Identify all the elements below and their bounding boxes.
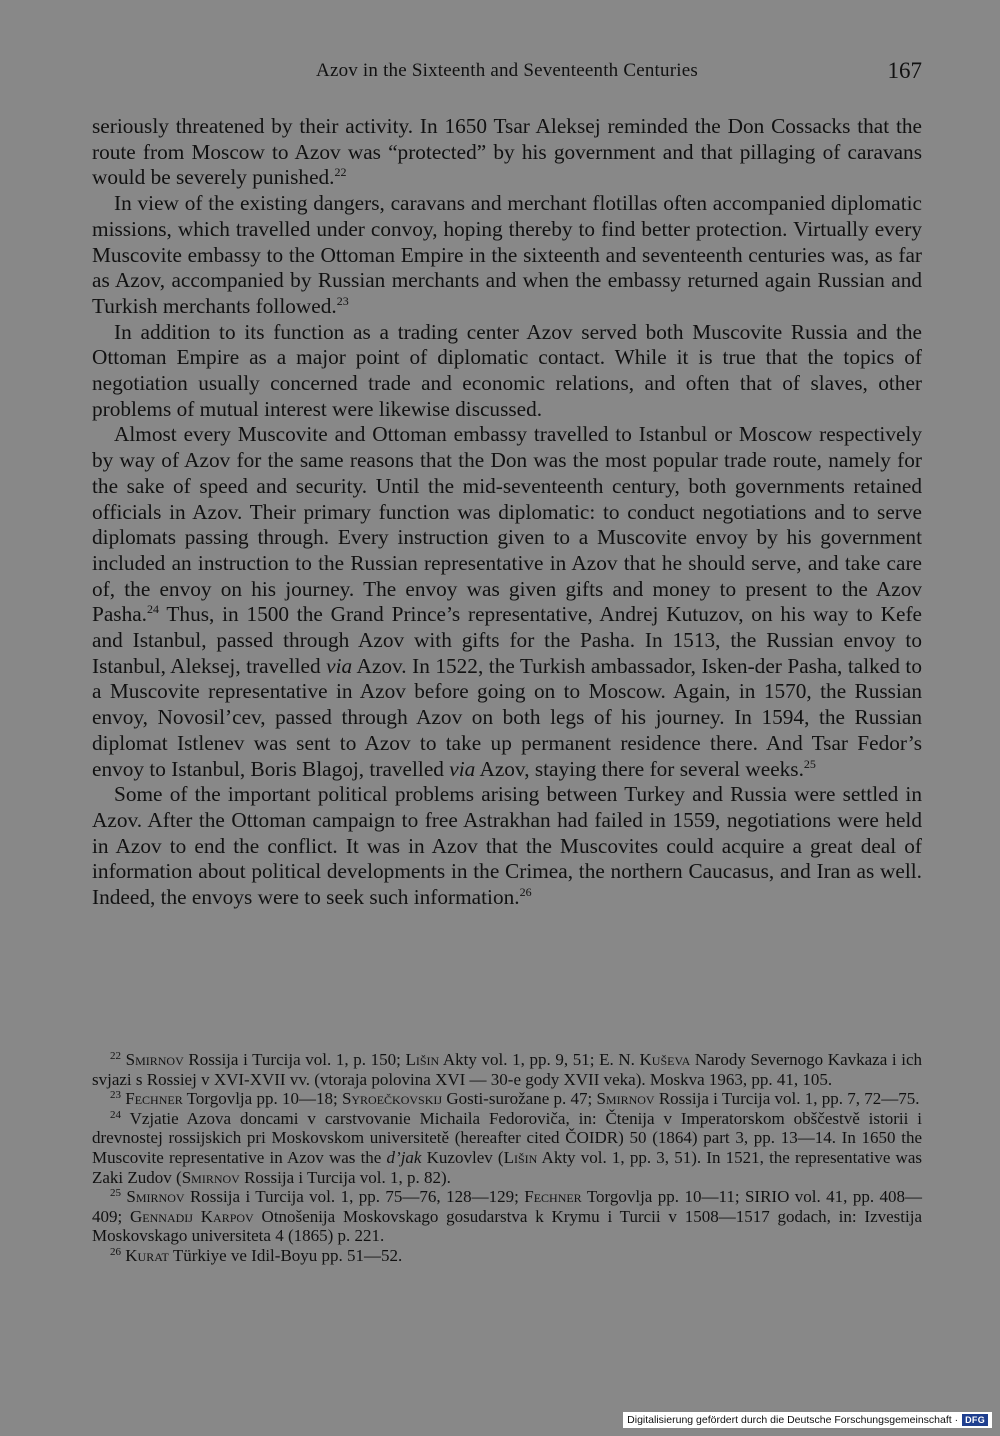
footnote-22 (92, 1050, 922, 1089)
paragraph-2 (92, 191, 922, 320)
paragraph-1-text: seriously threatened by their activity. In 1650 Tsar Aleksej reminded the Don Cossacks that the route from Moscow to Azov was “protected” by his government and that pillaging of caravans would be severely punished. (92, 114, 922, 190)
paragraph-2-text: In view of the existing dangers, caravans and merchant flotillas often accompanied diplomatic missions, which travelled under convoy, hoping thereby to find better protection. Virtually every Muscovite embassy to the Ottoman Empire in the sixteenth and seventeenth centuries was, as far as Azov, accompanied by Russian merchants and when the embassy returned again Russian and Turkish merchants followed. (92, 191, 922, 318)
footnote-26 (92, 1246, 922, 1266)
note-ref-23[interactable]: 23 (336, 293, 349, 308)
paragraph-4 (92, 422, 922, 782)
page-number: 167 (887, 58, 922, 83)
paragraph-4-text-a: Almost every Muscovite and Ottoman embassy travelled to Istanbul or Moscow respectively by way of Azov for the same reasons that the Don was the most popular trade route, namely for the sake of speed and security. Until the mid-seventeenth century, both governments retained officials in Azov. Their primary function was diplomatic: to conduct negotiations and to serve diplomats passing through. Every instruction given to a Muscovite envoy by his government included an instruction to the Russian representative in Azov that he should serve, and take care of, the envoy on his journey. The envoy was given gifts and money to present to the Azov Pasha. (92, 422, 922, 627)
footnote-text: Akty vol. 1, pp. 3, 51). In 1521, the representative was Zaki Zudov ( (92, 1147, 922, 1187)
footnote-text: Torgovlja pp. 10—18; (182, 1089, 342, 1109)
paragraph-1 (92, 114, 922, 191)
footnote-number: 26 (110, 1245, 121, 1258)
author-name: Fechner (125, 1089, 183, 1109)
note-ref-22[interactable]: 22 (334, 165, 347, 180)
footnote-text: Kuzovlev ( (421, 1147, 504, 1167)
footnote-text: Gosti-surožane p. 47; (442, 1089, 597, 1109)
footnote-number: 23 (110, 1089, 121, 1102)
note-ref-24[interactable]: 24 (147, 602, 160, 617)
footnotes (92, 1050, 922, 1266)
author-name: Fechner (524, 1187, 582, 1207)
funding-credit (623, 1412, 992, 1428)
footnote-number: 24 (110, 1108, 121, 1121)
author-name: Gennadij Karpov (130, 1206, 254, 1226)
author-name: Kuševa (639, 1050, 691, 1069)
footnote-text: Otnošenija Moskovskago gosudarstva k Krymu i Turcii v 1508—1517 godach, in: Izvestija Moskovskago universiteta 4 (1865) p. 221. (92, 1206, 923, 1246)
footnote-text: Rossija i Turcija vol. 1, p. 150; (183, 1050, 406, 1069)
main-text (92, 114, 922, 911)
paragraph-4-text-d: Azov, staying there for several weeks. (475, 756, 804, 781)
footnote-number: 25 (110, 1187, 121, 1200)
page-header (92, 58, 922, 88)
footnote-text: Torgovlja pp. 10—11; SIRIO vol. 41, pp. 408—409; (92, 1187, 922, 1226)
paragraph-4-text-c: Azov. In 1522, the Turkish ambassador, Isken-der Pasha, talked to a Muscovite representative in Azov before going on to Moscow. Again, in 1570, the Russian envoy, Novosil’cev, passed through Azov on both legs of his journey. In 1594, the Russian diplomat Istlenev was sent to Azov to take up permanent residence there. And Tsar Fedor’s envoy to Istanbul, Boris Blagoj, travelled (92, 653, 922, 781)
footnote-text: Rossija i Turcija vol. 1, pp. 7, 72—75. (654, 1089, 920, 1109)
footnote-text: Türkiye ve Idil-Boyu pp. 51—52. (168, 1245, 403, 1265)
author-name: Smirnov (126, 1187, 185, 1207)
italic-via-1: via (326, 653, 353, 678)
footnote-25 (92, 1187, 922, 1246)
footnote-number: 22 (110, 1050, 121, 1062)
note-ref-25[interactable]: 25 (803, 756, 816, 771)
footnote-text: Narody Severnogo Kavkaza i ich svjazi s Rossiej v XVI-XVII vv. (vtoraja polovina XVI — 30-e gody XVII veka). Moskva 1963, pp. 41, 105. (92, 1050, 923, 1089)
author-name: Syroečkovskij (341, 1089, 443, 1109)
footnote-24 (92, 1109, 922, 1187)
footnote-text: Rossija i Turcija vol. 1, p. 82). (239, 1167, 451, 1187)
author-name: Smirnov (596, 1089, 655, 1109)
footnote-text: Rossija i Turcija vol. 1, pp. 75—76, 128—129; (184, 1187, 525, 1207)
author-name: Kurat (125, 1245, 169, 1265)
running-head: Azov in the Sixteenth and Seventeenth Centuries (316, 60, 698, 81)
author-name: Lišin (405, 1050, 440, 1069)
dfg-logo-icon: DFG (962, 1414, 988, 1426)
footnote-23 (92, 1089, 922, 1109)
note-ref-26[interactable]: 26 (519, 885, 532, 900)
footnote-text: Akty vol. 1, pp. 9, 51; E. N. (439, 1050, 640, 1069)
author-name: Smirnov (181, 1167, 240, 1187)
italic-via-2: via (449, 756, 476, 781)
paragraph-5-text: Some of the important political problems arising between Turkey and Russia were settled in Azov. After the Ottoman campaign to free Astrakhan had failed in 1559, negotiations were held in Azov to end the conflict. It was in Azov that the Muscovites could acquire a great deal of information about political developments in the Crimea, the northern Caucasus, and Iran as well. Indeed, the envoys were to seek such information. (92, 782, 922, 910)
paragraph-5 (92, 782, 922, 911)
author-name: Smirnov (125, 1050, 184, 1069)
italic-term: d’jak (386, 1147, 422, 1167)
author-name: Lišin (503, 1147, 538, 1167)
credit-text: Digitalisierung gefördert durch die Deutsche Forschungsgemeinschaft · (627, 1414, 959, 1426)
paragraph-3-text: In addition to its function as a trading center Azov served both Muscovite Russia and the Ottoman Empire as a major point of diplomatic contact. While it is true that the topics of negotiation usually concerned trade and economic relations, and often that of slaves, other problems of mutual interest were likewise discussed. (92, 319, 922, 421)
paragraph-4-text-b: Thus, in 1500 the Grand Prince’s representative, Andrej Kutuzov, on his way to Kefe and Istanbul, passed through Azov with gifts for the Pasha. In 1513, the Russian envoy to Istanbul, Aleksej, travelled (92, 602, 922, 678)
footnote-text: Vzjatie Azova doncami v carstvovanie Michaila Fedoroviča, in: Čtenija v Imperatorskom obščestvě istorii i drevnostej rossijskich pri Moskovskom universitetě (hereafter cited ČOIDR) 50 (1864) part 3, pp. 13—14. In 1650 the Muscovite representative in Azov was the (92, 1108, 922, 1167)
paragraph-3 (92, 320, 922, 423)
